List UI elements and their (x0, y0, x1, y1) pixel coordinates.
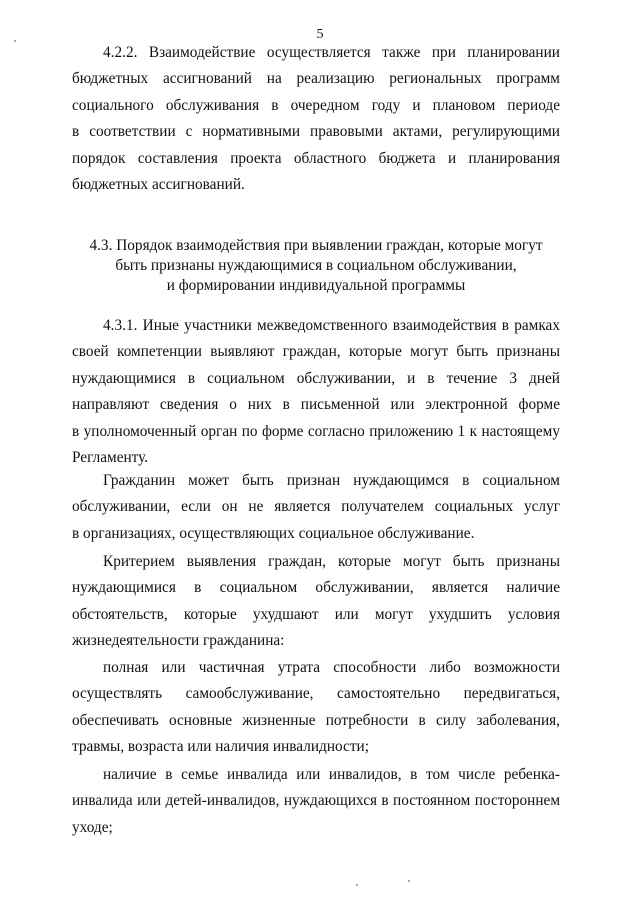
text-line: обстоятельств, которые ухудшают или могут ухудшить условия (72, 605, 560, 623)
text-line: Критерием выявления граждан, которые могут быть признаны (103, 553, 560, 570)
page-number: 5 (316, 27, 324, 42)
text-line: наличие в семье инвалида или инвалидов, в том числе ребенка- (103, 766, 560, 783)
scan-speck (408, 880, 410, 882)
text-line: Регламенту. (72, 449, 149, 467)
text-line: уходе; (72, 818, 113, 836)
text-line: полная или частичная утрата способности либо возможности (103, 659, 560, 676)
text-line: травмы, возраста или наличия инвалидности; (72, 738, 369, 756)
section-heading-4-3 (72, 236, 560, 296)
heading-line: быть признаны нуждающимися в социальном обслуживании, (115, 257, 517, 274)
text-line: своей компетенции выявляют граждан, которые могут быть признаны (72, 343, 560, 361)
text-line: жизнедеятельности гражданина: (72, 632, 285, 650)
text-line: 4.2.2. Взаимодействие осуществляется также при планировании (103, 44, 560, 61)
paragraph-4-3-1 (72, 313, 560, 471)
text-line: обеспечивать основные жизненные потребности в силу заболевания, (72, 711, 560, 729)
paragraph-criteria (72, 549, 560, 655)
text-line: 4.3.1. Иные участники межведомственного взаимодействия в рамках (103, 317, 560, 334)
scan-speck (356, 884, 358, 886)
heading-line: 4.3. Порядок взаимодействия при выявлении граждан, которые могут (89, 237, 543, 254)
text-line: в соответствии с нормативными правовыми актами, регулирующими (72, 123, 560, 141)
paragraph-loss-of-ability (72, 655, 560, 761)
paragraph-citizen-recognition (72, 468, 560, 547)
paragraph-disabled-family (72, 762, 560, 841)
paragraph-4-2-2 (72, 40, 560, 198)
text-line: порядок составления проекта областного бюджета и планирования (72, 149, 560, 167)
text-line: бюджетных ассигнований. (72, 176, 245, 194)
text-line: Гражданин может быть признан нуждающимся в социальном (103, 472, 560, 489)
text-line: бюджетных ассигнований на реализацию региональных программ (72, 70, 560, 88)
scan-speck (14, 40, 16, 42)
text-line: в уполномоченный орган по форме согласно приложению 1 к настоящему (72, 422, 560, 440)
text-line: в организациях, осуществляющих социальное обслуживание. (72, 524, 475, 542)
text-line: инвалида или детей-инвалидов, нуждающихся в постоянном постороннем (72, 792, 560, 810)
text-line: обслуживании, если он не является получателем социальных услуг (72, 498, 560, 516)
text-line: социального обслуживания в очередном году и плановом периоде (72, 96, 560, 114)
text-line: нуждающимися в социальном обслуживании, и в течение 3 дней (72, 369, 560, 387)
text-line: осуществлять самообслуживание, самостоятельно передвигаться, (72, 685, 560, 703)
heading-line: и формировании индивидуальной программы (166, 277, 466, 294)
text-line: направляют сведения о них в письменной или электронной форме (72, 396, 560, 414)
text-line: нуждающимися в социальном обслуживании, является наличие (72, 579, 560, 597)
